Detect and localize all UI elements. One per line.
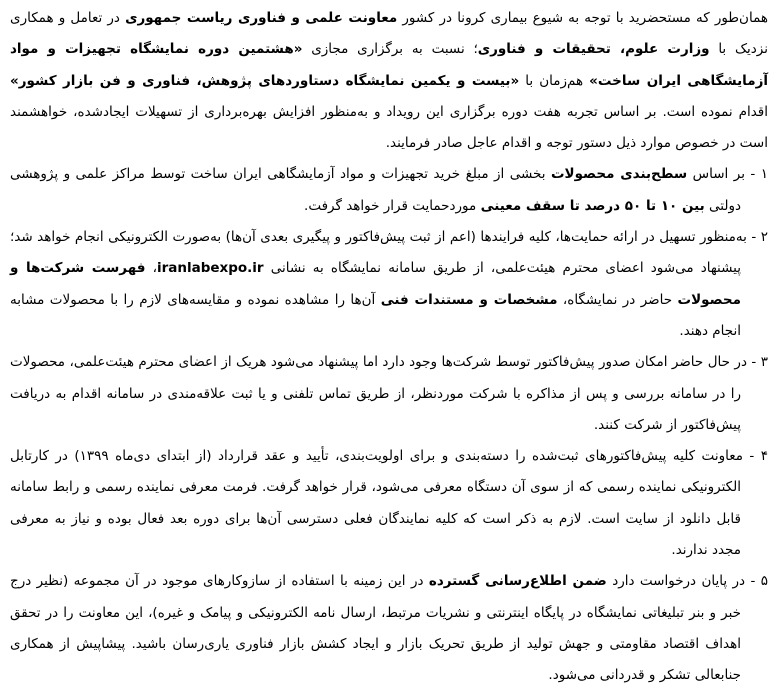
bold-text-run: بین ۱۰ تا ۵۰ درصد تا سقف معینی <box>480 197 705 214</box>
text-run: بخشی از مبلغ خرید تجهیزات و مواد آزمایشگاهی ایران ساخت توسط مراکز علمی و پژوهشی دولتی <box>10 166 741 214</box>
bold-text-run: ضمن اطلاع‌رسانی گسترده <box>428 573 607 590</box>
text-run: حاضر در نمایشگاه، <box>557 291 678 308</box>
text-run: در تعامل و همکاری نزدیک با <box>10 10 769 58</box>
bold-text-run: فهرست شرکت‌ها و محصولات <box>10 260 741 308</box>
bold-text-run: سطح‌بندی محصولات <box>550 166 688 183</box>
text-run: ؛ نسبت به برگزاری مجازی <box>302 41 478 58</box>
text-run: ۳ - در حال حاضر امکان صدور پیش‌فاکتور توسط شرکت‌ها وجود دارد اما پیشنهاد می‌شود هریک از اعضای محترم هیئت‌علمی، محصولات را در سامانه بررسی و پس از مذاکره با شرکت موردنظر، از طریق تماس تلفنی و یا ثبت علاقه‌مندی در سامانه اقدام به دریافت پیش‌فاکتور از شرکت کنند. <box>10 354 768 433</box>
bold-text-run: وزارت علوم، تحقیقات و فناوری <box>477 41 710 58</box>
letter-body <box>10 3 768 692</box>
list-item-4 <box>10 441 768 566</box>
text-run: موردحمایت قرار خواهد گرفت. <box>304 197 481 214</box>
text-run: هم‌زمان با <box>519 72 590 89</box>
list-item-3 <box>10 347 768 441</box>
bold-text-run: «هشتمین دوره نمایشگاه تجهیزات و مواد آزمایشگاهی ایران ساخت» <box>10 41 768 89</box>
bold-text-run: معاونت علمی و فناوری ریاست جمهوری <box>125 10 398 26</box>
bold-text-run: مشخصات و مستندات فنی <box>380 291 558 308</box>
text-run: آن‌ها را مشاهده نموده و مقایسه‌های لازم را با محصولات مشابه انجام دهند. <box>10 291 741 339</box>
text-run: ۵ - در پایان درخواست دارد <box>606 573 768 590</box>
text-run: ۲ - به‌منظور تسهیل در ارائه حمایت‌ها، کلیه فرایندها (اعم از ثبت پیش‌فاکتور و پیگیری بعدی آن‌ها) به‌صورت الکترونیکی انجام خواهد شد؛ پیشنهاد می‌شود اعضای محترم هیئت‌علمی، از طریق سامانه نمایشگاه به نشانی <box>10 229 768 277</box>
text-run: ۱ - بر اساس <box>687 166 768 183</box>
list-item-5 <box>10 566 768 691</box>
text-run: ، <box>145 260 157 277</box>
list-item-2 <box>10 222 768 347</box>
intro-paragraph <box>10 3 768 159</box>
bold-text-run: iranlabexpo.ir <box>156 260 264 277</box>
text-run: اقدام نموده است. بر اساس تجربه هفت دوره برگزاری این رویداد و به‌منظور افزایش بهره‌برداری از تسهیلات ایجادشده، خواهشمند است در خصوص موارد ذیل دستور توجه و اقدام عاجل صادر فرمایند. <box>10 103 768 152</box>
bold-text-run: «بیست و یکمین نمایشگاه دستاوردهای پژوهش، فناوری و فن بازار کشور» <box>10 72 520 89</box>
text-run: همان‌طور که مستحضرید با توجه به شیوع بیماری کرونا در کشور <box>397 10 769 26</box>
text-run: ۴ - معاونت کلیه پیش‌فاکتورهای ثبت‌شده را دسته‌بندی و برای اولویت‌بندی، تأیید و عقد قرارداد (از ابتدای دی‌ماه ۱۳۹۹) در کارتابل الکترونیکی نماینده رسمی که از سوی آن دستگاه معرفی می‌شود، قرار خواهد گرفت. فرمت معرفی نماینده رسمی و رابط سامانه قابل دانلود از سایت است. لازم به ذکر است که کلیه نمایندگان فعلی دسترسی آن‌ها برای دوره بعد فعال بوده و نیاز به معرفی مجدد ندارند. <box>10 448 769 559</box>
list-item-1 <box>10 159 768 222</box>
text-run: در این زمینه با استفاده از سازوکارهای موجود در آن مجموعه (نظیر درج خبر و بنر تبلیغاتی نمایشگاه در پایگاه اینترنتی و نشریات مرتبط، ارسال نامه الکترونیکی و پیامک و غیره)، این معاونت را در تحقق اهداف اقتصاد مقاومتی و جهش تولید از طریق تحریک بازار و ایجاد کشش بازار فناوری یاری‌رسان باشید. پیشاپیش از همکاری جنابعالی تشکر و قدردانی می‌شود. <box>10 573 741 684</box>
